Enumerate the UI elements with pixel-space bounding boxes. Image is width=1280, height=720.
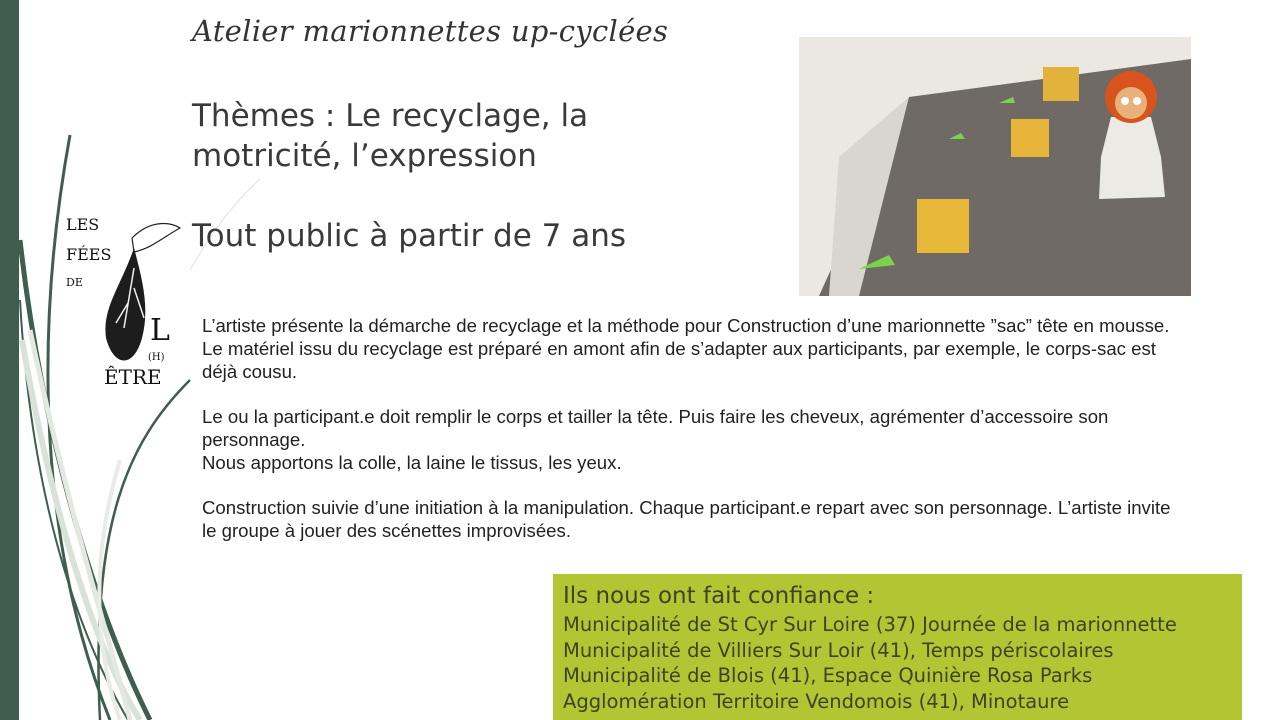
trust-item: Agglomération Territoire Vendomois (41), Minotaure (563, 689, 1070, 713)
trust-box (553, 574, 1242, 720)
trust-item: Municipalité de St Cyr Sur Loire (37) Journée de la marionnette (563, 613, 1177, 636)
paragraph-method: L’artiste présente la démarche de recyclage et la méthode pour Construction d’une marionnette ”sac” tête en mousse. (202, 315, 1170, 336)
paragraph-participant: Le ou la participant.e doit remplir le corps et tailler la tête. Puis faire les cheveux, agrémenter d’accessoire son personnage. (202, 406, 1109, 450)
svg-text:DE: DE (66, 276, 83, 289)
audience-heading: Tout public à partir de 7 ans (192, 218, 627, 254)
workshop-description (202, 315, 1172, 543)
paragraph-supplies: Nous apportons la colle, la laine le tissus, les yeux. (202, 451, 622, 473)
themes-line-1: Thèmes : Le recyclage, la (192, 98, 589, 134)
workshop-script-title: Atelier marionnettes up-cyclées (192, 14, 669, 48)
trust-title: Ils nous ont fait confiance : (563, 583, 875, 609)
trust-item: Municipalité de Blois (41), Espace Quinière Rosa Parks (563, 664, 1093, 687)
trust-list (563, 612, 1177, 714)
svg-text:LES: LES (66, 215, 100, 234)
workshop-photo (799, 37, 1191, 296)
svg-text:ÊTRE: ÊTRE (104, 365, 162, 388)
paragraph-manipulation: Construction suivie d’une initiation à la manipulation. Chaque participant.e repart avec son personnage. L’artiste invite le groupe à jouer des scénettes improvisées. (202, 497, 1171, 542)
company-logo (62, 208, 182, 388)
themes-line-2: motricité, l’expression (192, 138, 537, 174)
svg-text:FÉES: FÉES (66, 245, 112, 264)
trust-item: Municipalité de Villiers Sur Loir (41), Temps périscolaires (563, 638, 1114, 662)
svg-text:L: L (150, 313, 170, 348)
paragraph-material: Le matériel issu du recyclage est préparé en amont afin de s’adapter aux participants, par exemple, le corps-sac est déjà cousu. (202, 337, 1156, 382)
svg-text:(H): (H) (148, 352, 165, 363)
themes-heading (192, 96, 712, 176)
